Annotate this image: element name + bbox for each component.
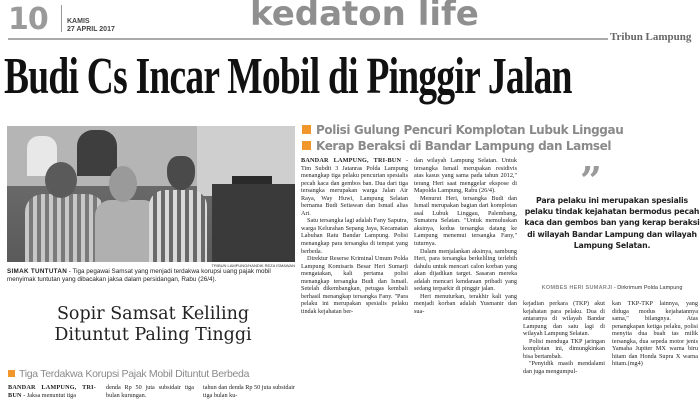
main-column-3 — [523, 300, 605, 375]
pull-quote: Para pelaku ini merupakan spesialis pelaku tindak kejahatan bermodus pecah kaca dan gembos ban yang kerap beraksi di wilayah Bandar Lampung dan wilayah Lampung Selatan. — [524, 196, 700, 250]
bullet-square-icon — [302, 125, 311, 134]
deck-2 — [302, 138, 700, 154]
issue-date-text: 27 APRIL 2017 — [67, 26, 115, 33]
secondary-col-2-text: denda Rp 50 juta subsidair tiga bulan kurungan. — [106, 384, 194, 399]
main-col-1-p3: Direktur Reserse Kriminal Umum Polda Lampung Komisaris Besar Heri Sumarji mengatakan, kali pertama polisi menangkap tersangka Budi dan Ismail. Setelah dikembangkan, petugas kembali berhasil menangkap tersangka Fany. "Para pelaku ini merupakan spesialis pelaku tindak kejahatan ber- — [301, 255, 408, 315]
main-col-2-p1: dan wilayah Lampung Selatan. Untuk tersangka Ismail merupakan residivis atas kasus yang sama pada tahun 2012," terang Heri saat menggelar ekspose di Mapolda Lampung, Rabu (26/4). — [414, 157, 517, 195]
quote-attribution — [524, 285, 700, 291]
photo-desk — [212, 184, 295, 262]
caption-text: - Tiga pegawai Samsat yang menjadi terdakwa korupsi uang pajak mobil menyimak tuntutan yang dibacakan jaksa dalam persidangan, Rabu (26/4). — [7, 268, 271, 283]
quote-icon: ” — [580, 158, 602, 203]
photo-defendant-3 — [149, 190, 207, 262]
secondary-column-2 — [106, 384, 194, 399]
secondary-dateline: BANDAR LAMPUNG, TRI-BUN — [8, 384, 96, 399]
photo-defendant-1 — [25, 194, 105, 262]
masthead — [0, 0, 700, 43]
secondary-headline — [8, 304, 298, 346]
masthead-rule — [8, 38, 608, 40]
main-col-1-p2: Satu tersangka lagi adalah Fany Saputra, warga Kelurahan Sepang Jaya, Kecamatan Labuhan Ratu Bandar Lampung. Polisi menangkap para tersangka di tempat yang berbeda. — [301, 217, 408, 255]
photo-credit: TRIBUN LAMPUNG/HANDIK REZA ISMAWAN — [211, 263, 295, 268]
main-col-4-p1: kan TKP-TKP lainnya, yang diduga modus kejahatannya sama," bilangnya. Atas penangkapan ketiga pelaku, polisi menyita dua buah tas milik tersangka, dua sepeda motor jenis Yamaha Jupiter MX warna biru hitam dan Honda Supra X warna hitam.(mg4) — [612, 300, 698, 368]
secondary-headline-line-2: Dituntut Paling Tinggi — [54, 325, 252, 345]
section-title: kedaton life — [250, 0, 479, 34]
page-number: 10 — [8, 2, 48, 37]
photo-head-2 — [109, 166, 137, 202]
issue-day: KAMIS — [67, 18, 90, 25]
main-column-4 — [612, 300, 698, 368]
main-col-3-p3: "Penyidik masih mendalami dan juga mengumpul- — [523, 360, 605, 375]
main-col-2-p3: Dalam menjalankan aksinya, sambung Heri, para tersangka berkeliling terlebih dahulu untuk mencari calon korban yang akan dijadikan target. Sasaran mereka adalah mencari kendaraan pribadi yang sedang terparkir di pinggir jalan. — [414, 247, 517, 293]
brand-logo: Tribun Lampung — [610, 31, 692, 43]
secondary-col-1-text: - Jaksa menuntut tiga — [23, 391, 76, 399]
deck-2-text: Kerap Beraksi di Bandar Lampung dan Lamsel — [316, 139, 612, 153]
deck-1-text: Polisi Gulung Pencuri Komplotan Lubuk Linggau — [316, 123, 624, 137]
main-col-3-p1: kejadian perkara (TKP) akut kejahatan para pelaku. Dua di antaranya di wilayah Bandar Lampung dan satu lagi di wilayah Lampung Selatan. — [523, 300, 605, 338]
main-col-1-p1: - Tim Subdit 3 Jatanras Polda Lampung menangkap tiga pelaku pencurian spesialis pecah kaca dan gembos ban. Dua dari tiga tersangka merupakan warga Jalan Air Raya, Way Huwi, Lampung Selatan bernama Budi Setiawan dan Ismail alias Ari. — [301, 157, 408, 217]
secondary-deck-text: Tiga Terdakwa Korupsi Pajak Mobil Dituntut Berbeda — [19, 368, 250, 380]
caption-lead: SIMAK TUNTUTAN — [7, 268, 68, 275]
issue-date — [67, 18, 115, 34]
deck-1 — [302, 122, 700, 138]
court-photo — [7, 126, 295, 262]
secondary-col-3-text: tahun dan denda Rp 50 juta subsidair tiga bulan ku- — [203, 384, 295, 399]
secondary-deck — [8, 368, 303, 380]
main-headline: Budi Cs Incar Mobil di Pinggir Jalan — [4, 48, 572, 105]
photo-head-1 — [45, 162, 77, 198]
photo-head-3 — [167, 156, 195, 190]
main-dateline: BANDAR LAMPUNG, TRI-BUN — [301, 157, 402, 164]
main-col-2-p2: Menurut Heri, tersangka Budi dan Ismail merupakan bagian dari komplotan asal Lubuk Linggau, Palembang, Sumatera Selatan. "Untuk memuluskan aksinya, kedua tersangka datang ke Lampung menemui tersangka Fany," tuturnya. — [414, 194, 517, 248]
photo-desk-sign — [232, 176, 272, 184]
photo-caption — [7, 268, 297, 284]
masthead-divider — [61, 5, 62, 32]
main-column-1 — [301, 157, 408, 315]
bullet-square-icon — [302, 141, 311, 150]
secondary-column-3 — [203, 384, 295, 399]
bullet-square-icon — [8, 370, 15, 377]
secondary-column-1 — [8, 384, 96, 399]
main-col-3-p2: Polisi menduga TKP jaringan komplotan ini, dimungkinkan bisa bertambah. — [523, 337, 605, 360]
photo-bg-person-2 — [77, 130, 117, 176]
main-decks — [302, 122, 700, 154]
main-column-2 — [414, 157, 517, 315]
main-col-2-p4: Heri menuturkan, terakhir kali yang menjadi korban adalah Yusmanir dan sua- — [414, 292, 517, 315]
secondary-headline-line-1: Sopir Samsat Keliling — [56, 304, 250, 324]
quote-source-name: KOMBES HERI SUMARJI — [541, 285, 613, 291]
quote-source-title: - Dirkrimum Polda Lampung — [613, 285, 683, 291]
